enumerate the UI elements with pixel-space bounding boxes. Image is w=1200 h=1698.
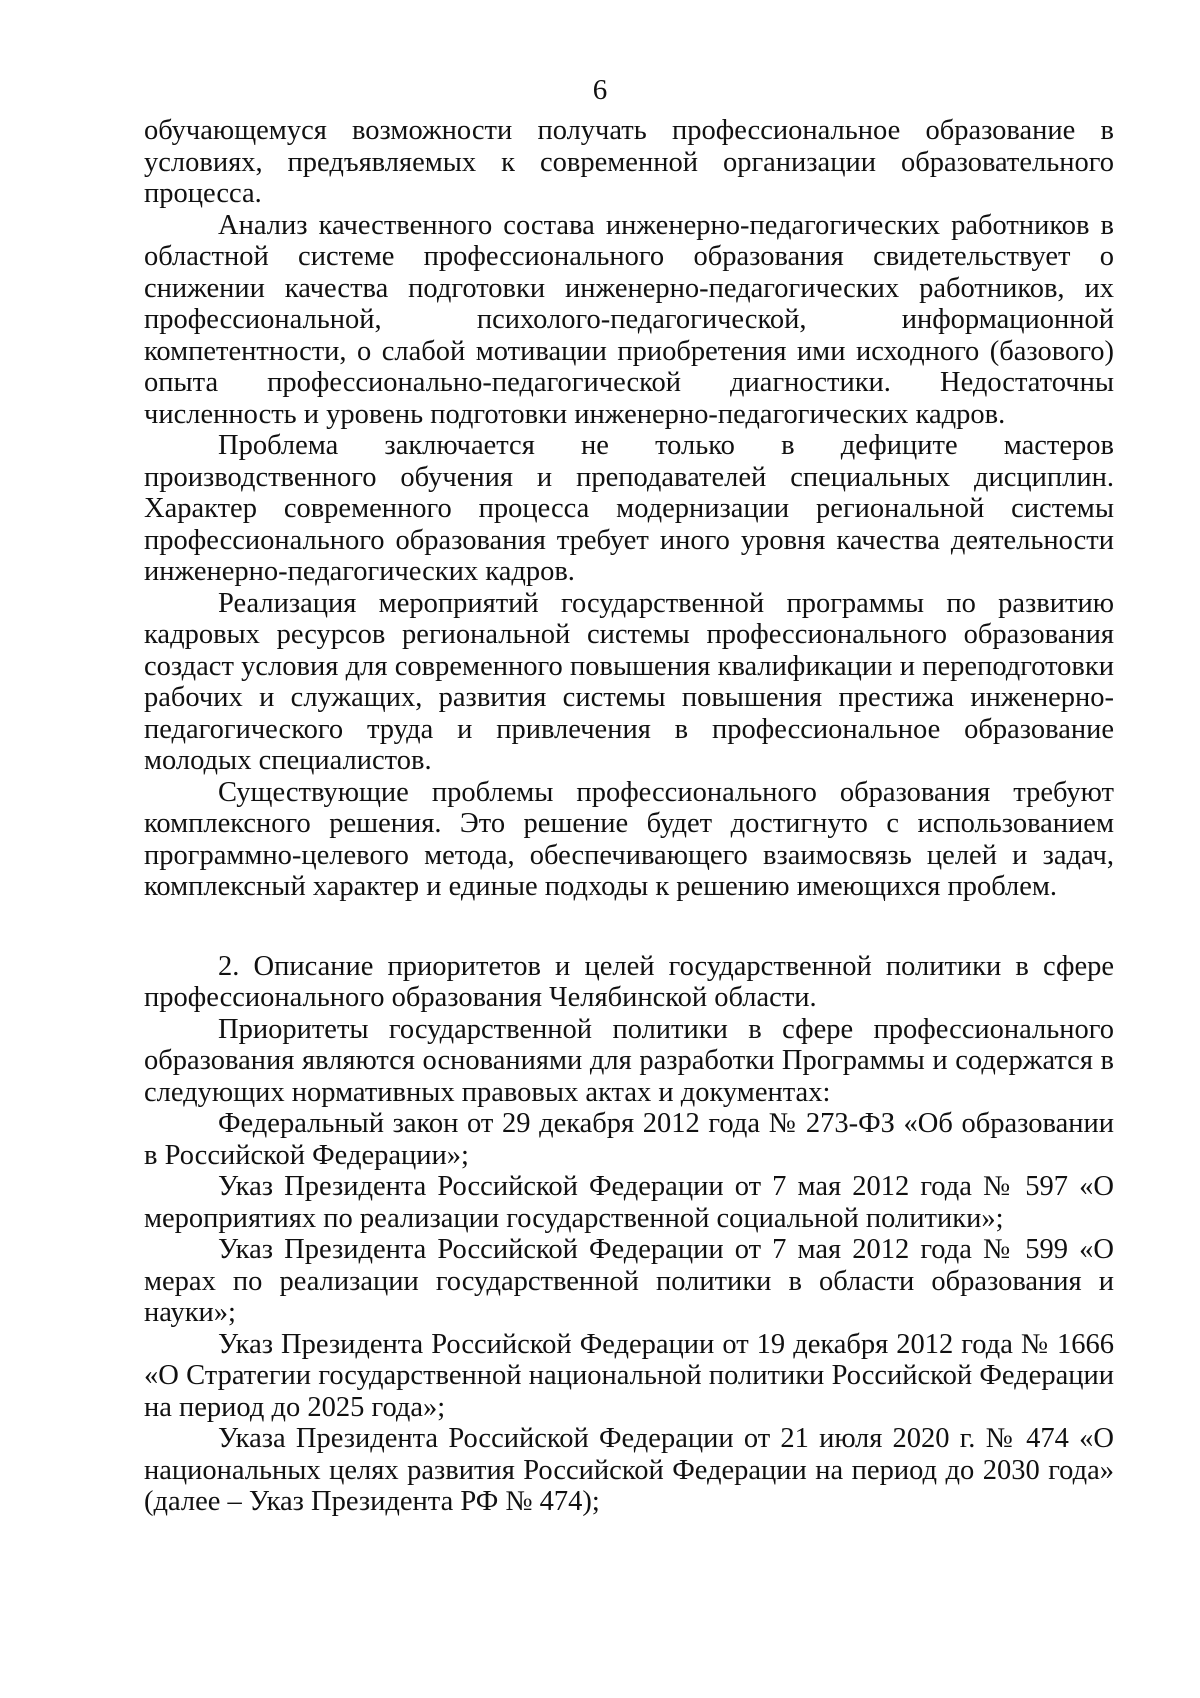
paragraph-existing-problems: Существующие проблемы профессионального образования требуют комплексного решения. Это решение будет достигнуто с использованием программно-целевого метода, обеспечивающего взаимосвязь целей и задач, комплексный характер и единые подходы к решению имеющихся проблем.: [144, 776, 1114, 902]
paragraph-staff-analysis: Анализ качественного состава инженерно-педагогических работников в областной системе профессионального образования свидетельствует о снижении качества подготовки инженерно-педагогических работников, их профессиональной, психолого-педагогической, информационной компетентности, о слабой мотивации приобретения ими исходного (базового) опыта профессионально-педагогической диагностики. Недостаточны численность и уровень подготовки инженерно-педагогических кадров.: [144, 209, 1114, 430]
section-heading: 2. Описание приоритетов и целей государственной политики в сфере профессионального образования Челябинской области.: [144, 950, 1114, 1013]
paragraph-priorities: Приоритеты государственной политики в сфере профессионального образования являются основаниями для разработки Программы и содержатся в следующих нормативных правовых актах и документах:: [144, 1013, 1114, 1108]
document-body: [144, 115, 1114, 1518]
list-item-federal-law: Федеральный закон от 29 декабря 2012 года № 273-ФЗ «Об образовании в Российской Федерации»;: [144, 1108, 1114, 1171]
list-item-decree-474: Указа Президента Российской Федерации от 21 июля 2020 г. № 474 «О национальных целях развития Российской Федерации на период до 2030 года» (далее – Указ Президента РФ № 474);: [144, 1423, 1114, 1517]
paragraph-problem: Проблема заключается не только в дефиците мастеров производственного обучения и преподавателей специальных дисциплин. Характер современного процесса модернизации региональной системы профессионального образования требует иного уровня качества деятельности инженерно-педагогических кадров.: [144, 430, 1114, 587]
paragraph-program-implementation: Реализация мероприятий государственной программы по развитию кадровых ресурсов региональной системы профессионального образования создаст условия для современного повышения квалификации и переподготовки рабочих и служащих, развития системы повышения престижа инженерно-педагогического труда и привлечения в профессиональное образование молодых специалистов.: [144, 587, 1114, 776]
paragraph-continuation: обучающемуся возможности получать профессиональное образование в условиях, предъявляемых к современной организации образовательного процесса.: [144, 115, 1114, 209]
list-item-decree-597: Указ Президента Российской Федерации от 7 мая 2012 года № 597 «О мероприятиях по реализации государственной социальной политики»;: [144, 1171, 1114, 1234]
page-number: 6: [592, 74, 608, 106]
list-item-decree-1666: Указ Президента Российской Федерации от 19 декабря 2012 года № 1666 «О Стратегии государственной национальной политики Российской Федерации на период до 2025 года»;: [144, 1328, 1114, 1423]
list-item-decree-599: Указ Президента Российской Федерации от 7 мая 2012 года № 599 «О мерах по реализации государственной политики в области образования и науки»;: [144, 1234, 1114, 1328]
